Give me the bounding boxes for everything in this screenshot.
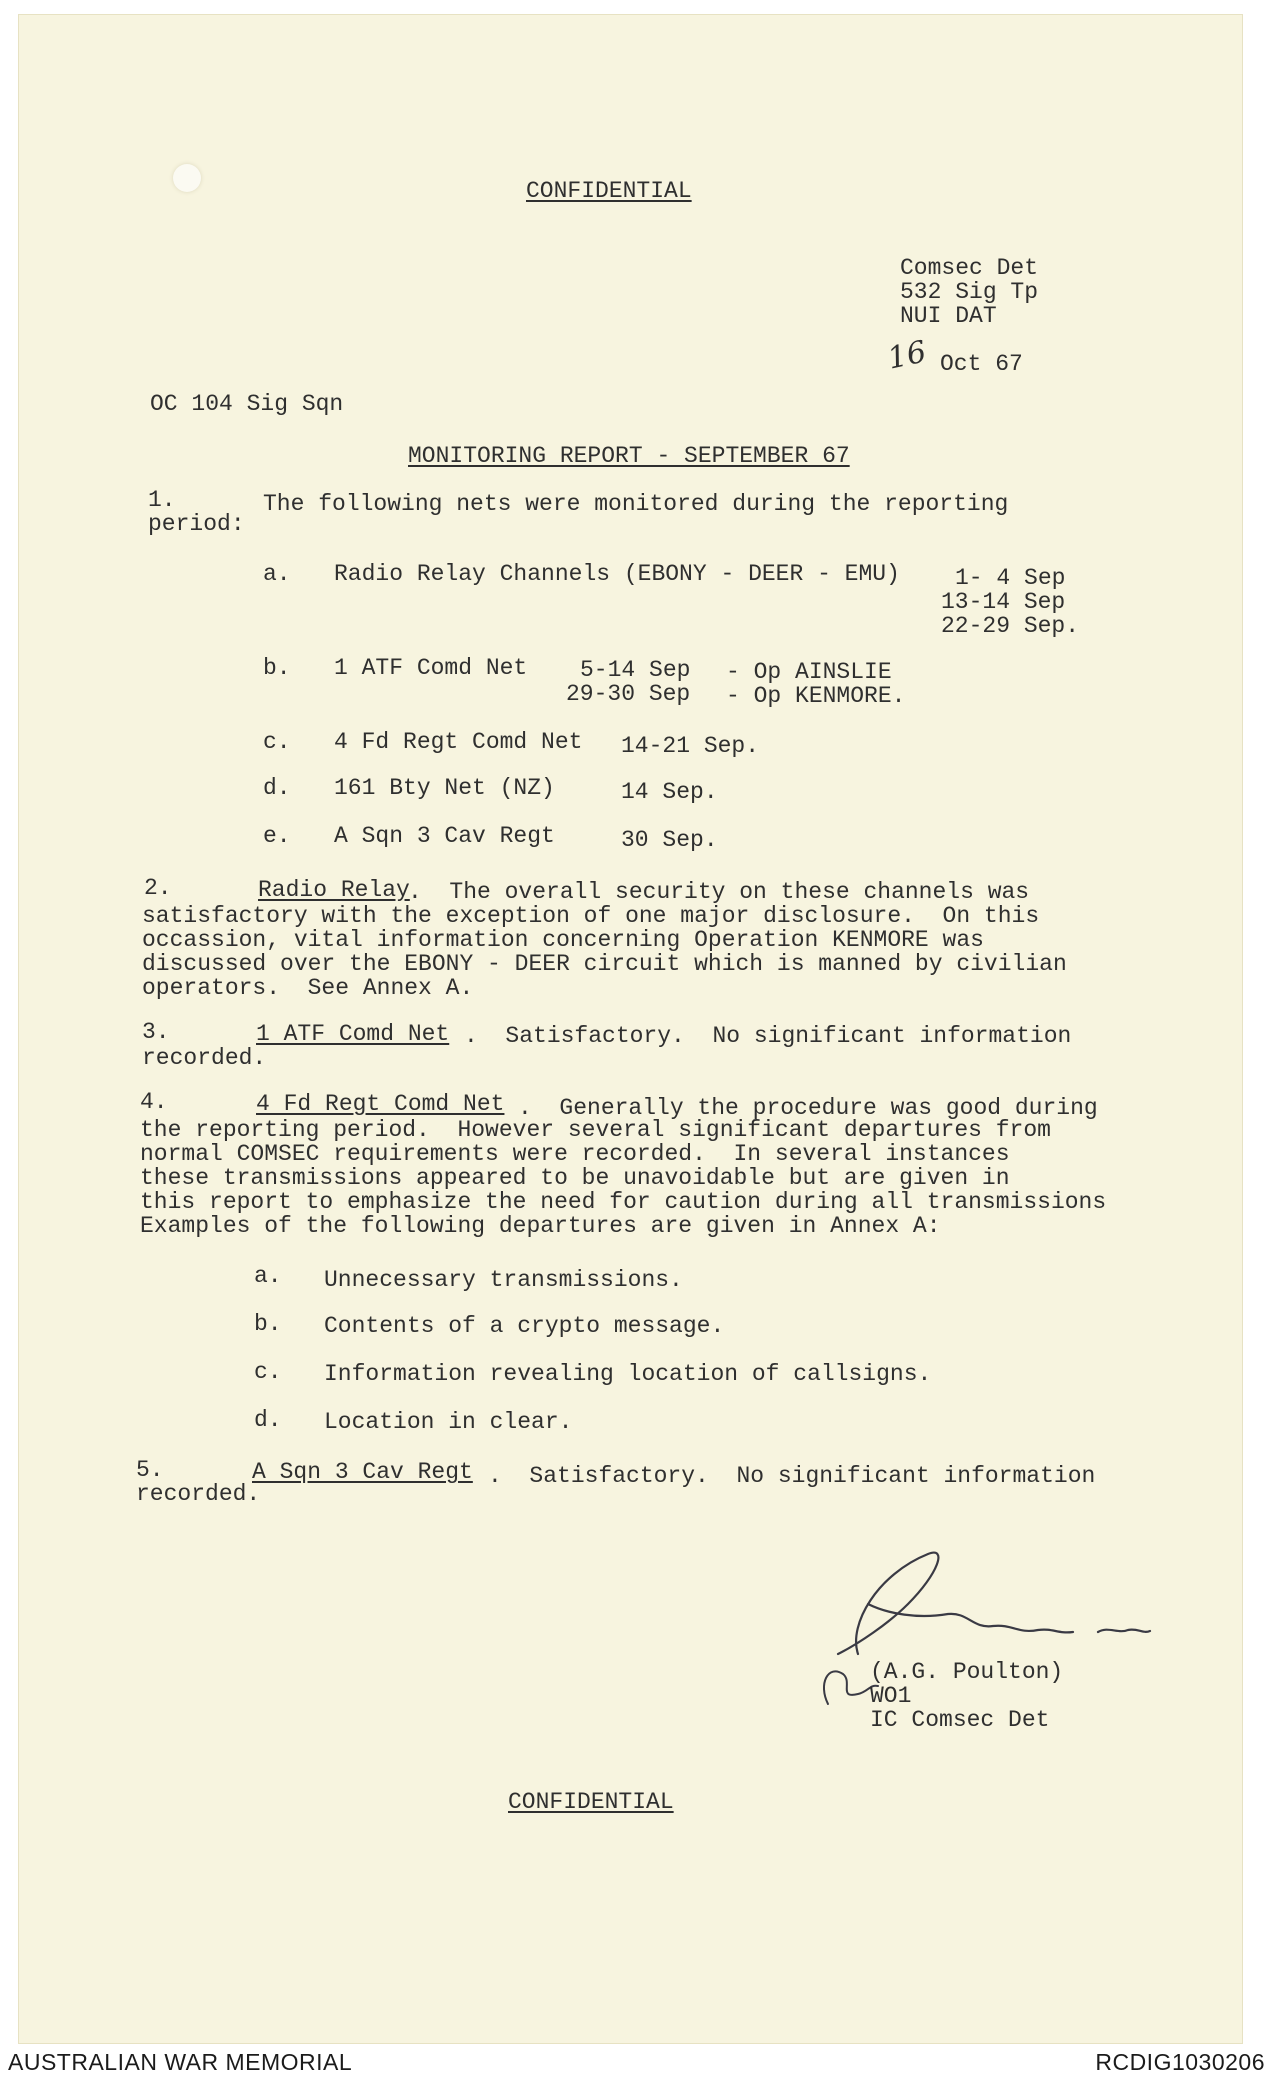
- para2-heading: Radio Relay: [258, 877, 410, 903]
- para2-number: 2.: [144, 875, 172, 901]
- item-e-letter: e.: [263, 823, 291, 849]
- para1-line2: period:: [148, 511, 245, 537]
- item-c-date: 14-21 Sep.: [621, 733, 760, 759]
- addressee: OC 104 Sig Sqn: [150, 391, 344, 417]
- item-a-date-2: 13-14 Sep: [941, 589, 1066, 615]
- para4-number: 4.: [140, 1089, 168, 1115]
- item-e-name: A Sqn 3 Cav Regt: [334, 823, 555, 849]
- para2-line5: operators. See Annex A.: [142, 975, 474, 1001]
- signatory-appointment: IC Comsec Det: [870, 1707, 1050, 1733]
- footer-institution: AUSTRALIAN WAR MEMORIAL: [8, 2049, 353, 2075]
- para4-item-a-letter: a.: [254, 1263, 282, 1289]
- para3-line1: . Satisfactory. No significant information: [464, 1023, 1072, 1049]
- para4-line6: Examples of the following departures are given in Annex A:: [140, 1213, 941, 1239]
- item-b-name: 1 ATF Comd Net: [334, 655, 528, 681]
- item-b-letter: b.: [263, 655, 291, 681]
- para4-line5: this report to emphasize the need for caution during all transmissions: [140, 1189, 1107, 1215]
- item-a-letter: a.: [263, 561, 291, 587]
- para4-heading: 4 Fd Regt Comd Net: [256, 1091, 505, 1117]
- para4-line2: the reporting period. However several significant departures from: [140, 1117, 1051, 1143]
- item-c-name: 4 Fd Regt Comd Net: [334, 729, 583, 755]
- item-b-date-2: 29-30 Sep: [566, 681, 691, 707]
- item-b-op-2: - Op KENMORE.: [726, 683, 906, 709]
- item-b-op-1: - Op AINSLIE: [726, 659, 892, 685]
- para5-number: 5.: [136, 1457, 164, 1483]
- item-a-date-1: 1- 4 Sep: [955, 565, 1066, 591]
- para5-line1: . Satisfactory. No significant information: [488, 1463, 1096, 1489]
- item-b-date-1: 5-14 Sep: [580, 657, 691, 683]
- punch-hole: [173, 164, 201, 192]
- date-day-handwritten: 16: [884, 334, 930, 377]
- para2-line3: occassion, vital information concerning Operation KENMORE was: [142, 927, 984, 953]
- para4-item-b-letter: b.: [254, 1311, 282, 1337]
- item-a-name: Radio Relay Channels (EBONY - DEER - EMU): [334, 561, 900, 587]
- from-line-2: 532 Sig Tp: [900, 279, 1039, 305]
- para3-heading: 1 ATF Comd Net: [256, 1021, 450, 1047]
- para4-item-d-letter: d.: [254, 1407, 282, 1433]
- para4-item-a-text: Unnecessary transmissions.: [324, 1267, 683, 1293]
- from-line-1: Comsec Det: [900, 255, 1039, 281]
- document-sheet: [18, 14, 1243, 2044]
- item-e-date: 30 Sep.: [621, 827, 718, 853]
- item-a-date-3: 22-29 Sep.: [941, 613, 1080, 639]
- para2-line4: discussed over the EBONY - DEER circuit which is manned by civilian: [142, 951, 1067, 977]
- para2-line1: . The overall security on these channels was: [408, 879, 1030, 905]
- para5-heading: A Sqn 3 Cav Regt: [252, 1459, 473, 1485]
- para1-number: 1.: [148, 487, 176, 513]
- item-d-letter: d.: [263, 775, 291, 801]
- from-line-3: NUI DAT: [900, 303, 997, 329]
- classification-top: CONFIDENTIAL: [526, 178, 692, 204]
- para4-item-d-text: Location in clear.: [324, 1409, 573, 1435]
- para3-number: 3.: [142, 1019, 170, 1045]
- report-title: MONITORING REPORT - SEPTEMBER 67: [408, 443, 850, 469]
- signatory-rank: WO1: [870, 1683, 912, 1709]
- item-d-date: 14 Sep.: [621, 779, 718, 805]
- para2-line2: satisfactory with the exception of one major disclosure. On this: [142, 903, 1040, 929]
- signatory-name: (A.G. Poulton): [870, 1659, 1064, 1685]
- para3-line2: recorded.: [142, 1045, 267, 1071]
- para4-item-c-text: Information revealing location of callsigns.: [324, 1361, 932, 1387]
- para4-item-b-text: Contents of a crypto message.: [324, 1313, 725, 1339]
- para5-line2: recorded.: [136, 1481, 261, 1507]
- classification-bottom: CONFIDENTIAL: [508, 1789, 674, 1815]
- para4-line3: normal COMSEC requirements were recorded. In several instances: [140, 1141, 1010, 1167]
- para4-line1: . Generally the procedure was good during: [518, 1095, 1098, 1121]
- handwritten-signature: [798, 1534, 1158, 1714]
- para4-item-c-letter: c.: [254, 1359, 282, 1385]
- item-c-letter: c.: [263, 729, 291, 755]
- para4-line4: these transmissions appeared to be unavoidable but are given in: [140, 1165, 1010, 1191]
- date-text: Oct 67: [940, 351, 1023, 377]
- footer-reference: RCDIG1030206: [1095, 2049, 1265, 2075]
- para1-line1: The following nets were monitored during the reporting: [263, 491, 1009, 517]
- item-d-name: 161 Bty Net (NZ): [334, 775, 555, 801]
